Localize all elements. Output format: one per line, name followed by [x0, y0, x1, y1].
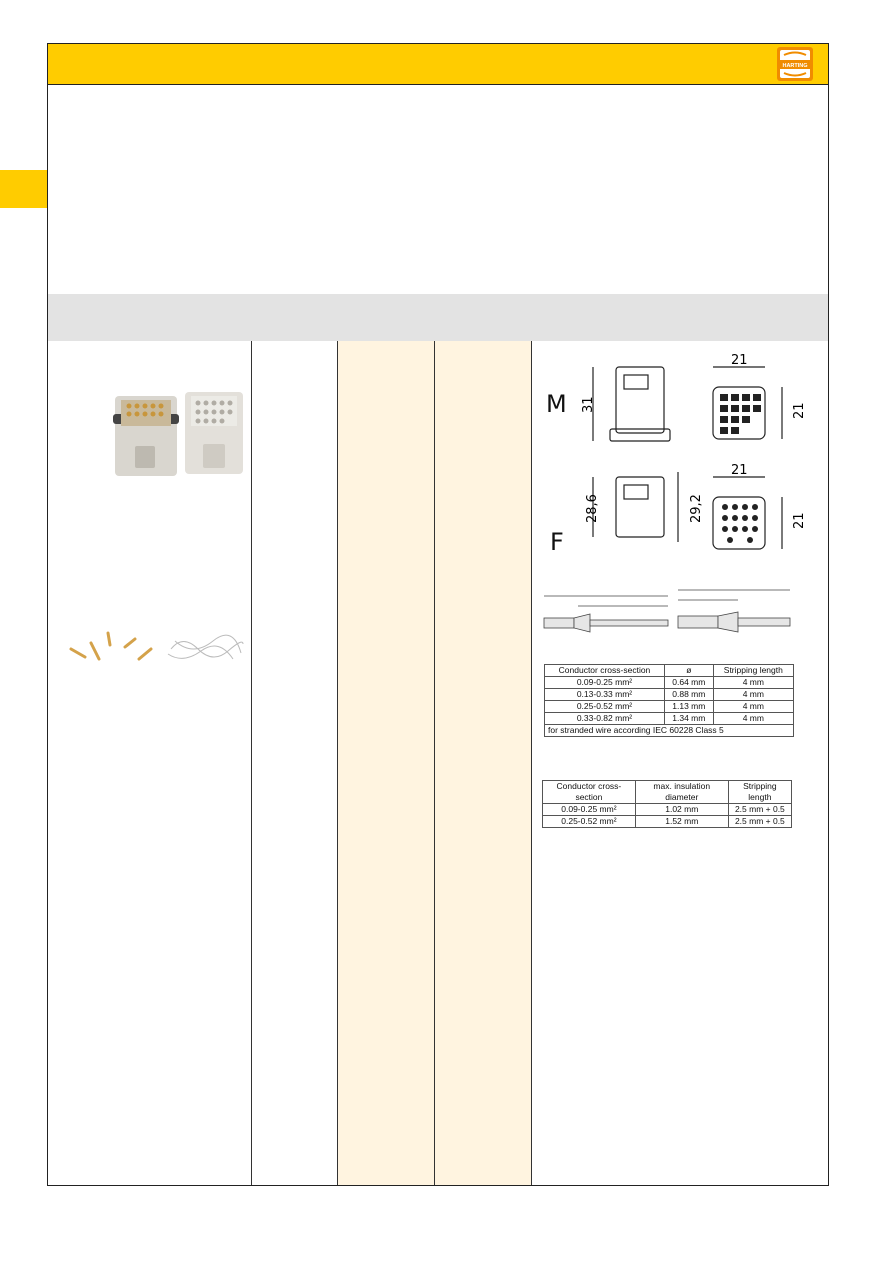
cell: 0.09-0.25 mm² — [545, 677, 665, 689]
male-label: M — [546, 390, 567, 418]
table-footnote: for stranded wire according IEC 60228 Class 5 — [545, 725, 794, 737]
cell: 2.5 mm + 0.5 — [728, 816, 791, 828]
insert-photo — [103, 384, 253, 484]
contact-dimension-drawings — [538, 584, 798, 644]
cell: 0.64 mm — [664, 677, 713, 689]
cell: 0.25-0.52 mm² — [545, 701, 665, 713]
cell: 4 mm — [713, 689, 793, 701]
height-dim-bottom: 21 — [792, 512, 807, 529]
header-diameter: ø — [664, 665, 713, 677]
header-insulation: max. insulation diameter — [635, 781, 728, 804]
contacts-photo — [63, 629, 248, 674]
cell: 1.52 mm — [635, 816, 728, 828]
harting-logo — [776, 46, 814, 82]
insulation-spec-table — [542, 780, 792, 828]
housing-dimension-drawings — [538, 347, 828, 557]
cell: 0.33-0.82 mm² — [545, 713, 665, 725]
width-dim-top: 21 — [731, 353, 748, 368]
header-stripping: Stripping length — [713, 665, 793, 677]
column-part-number-b — [435, 341, 532, 1185]
cell: 4 mm — [713, 677, 793, 689]
section-band — [48, 294, 828, 341]
table-row — [543, 804, 792, 816]
datasheet-frame — [47, 43, 829, 1186]
svg-text:HARTING: HARTING — [782, 63, 808, 69]
cell: 1.02 mm — [635, 804, 728, 816]
cell: 1.34 mm — [664, 713, 713, 725]
header-cross-section: Conductor cross-section — [543, 781, 636, 804]
column-part-number-a — [338, 341, 435, 1185]
cell: 1.13 mm — [664, 701, 713, 713]
table-row — [545, 677, 794, 689]
table-row — [545, 701, 794, 713]
male-height-dim: 31 — [581, 396, 596, 413]
table-row — [545, 689, 794, 701]
height-dim-top: 21 — [792, 402, 807, 419]
cell: 4 mm — [713, 701, 793, 713]
table-row — [545, 713, 794, 725]
header-bar — [48, 44, 828, 85]
cell: 0.13-0.33 mm² — [545, 689, 665, 701]
width-dim-bottom: 21 — [731, 463, 748, 478]
header-cross-section: Conductor cross-section — [545, 665, 665, 677]
cell: 0.25-0.52 mm² — [543, 816, 636, 828]
cell: 0.09-0.25 mm² — [543, 804, 636, 816]
female-label: F — [550, 528, 564, 556]
column-identification — [252, 341, 338, 1185]
cell: 0.88 mm — [664, 689, 713, 701]
cell: 4 mm — [713, 713, 793, 725]
table-row — [543, 816, 792, 828]
side-tab-marker — [0, 170, 47, 208]
contact-spec-table — [544, 664, 794, 737]
female-height-dim-right: 29,2 — [689, 494, 704, 523]
cell: 2.5 mm + 0.5 — [728, 804, 791, 816]
header-stripping: Stripping length — [728, 781, 791, 804]
female-height-dim-left: 28,6 — [585, 494, 600, 523]
